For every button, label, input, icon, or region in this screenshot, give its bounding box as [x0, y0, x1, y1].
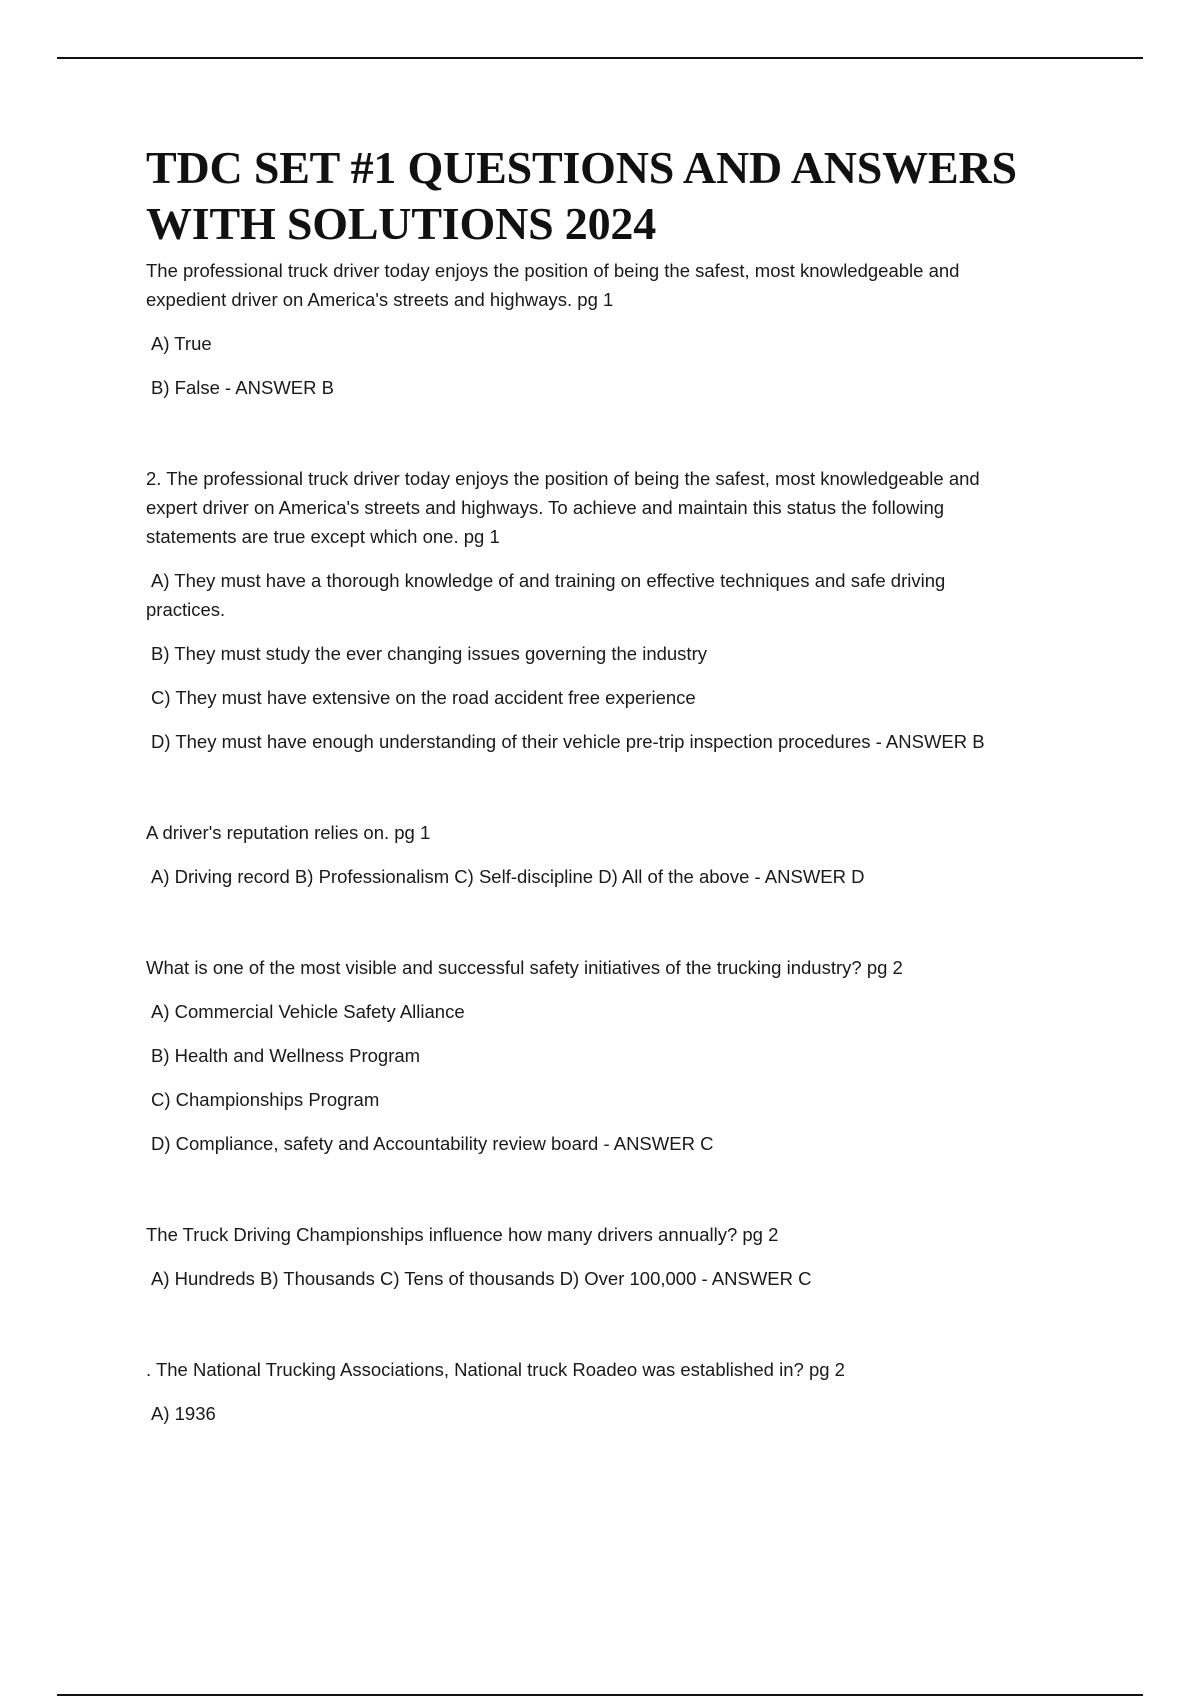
question-4 — [146, 953, 1086, 1158]
question-3-options: A) Driving record B) Professionalism C) Self-discipline D) All of the above - ANSWER D — [151, 866, 865, 887]
document-body — [146, 140, 1086, 1428]
question-6-option-a: A) 1936 — [151, 1403, 216, 1424]
question-3-text: A driver's reputation relies on. pg 1 — [146, 822, 431, 843]
question-5 — [146, 1220, 1086, 1293]
question-4-option-b: B) Health and Wellness Program — [151, 1045, 421, 1066]
question-4-text: What is one of the most visible and successful safety initiatives of the trucking industry? pg 2 — [146, 957, 903, 978]
question-1-line-1: The professional truck driver today enjoys the position of being the safest, most knowledgeable and — [146, 260, 960, 281]
question-2-option-d: D) They must have enough understanding of their vehicle pre-trip inspection procedures - ANSWER B — [151, 731, 985, 752]
question-1 — [146, 256, 1086, 402]
question-2-line-2: expert driver on America's streets and highways. To achieve and maintain this status the following — [146, 497, 945, 518]
question-2-option-a-line-1: A) They must have a thorough knowledge of and training on effective techniques and safe driving — [151, 570, 946, 591]
question-4-option-a: A) Commercial Vehicle Safety Alliance — [151, 1001, 465, 1022]
question-2 — [146, 464, 1086, 756]
question-2-option-b: B) They must study the ever changing issues governing the industry — [151, 643, 707, 664]
question-2-line-1: 2. The professional truck driver today enjoys the position of being the safest, most knowledgeable and — [146, 468, 980, 489]
question-6-text: . The National Trucking Associations, National truck Roadeo was established in? pg 2 — [146, 1359, 845, 1380]
title-line-2: WITH SOLUTIONS 2024 — [146, 198, 656, 249]
question-2-line-3: statements are true except which one. pg 1 — [146, 526, 500, 547]
question-1-option-a: A) True — [151, 333, 212, 354]
question-6 — [146, 1355, 1086, 1428]
question-2-option-c: C) They must have extensive on the road accident free experience — [151, 687, 696, 708]
question-5-options: A) Hundreds B) Thousands C) Tens of thousands D) Over 100,000 - ANSWER C — [151, 1268, 812, 1289]
bottom-rule — [57, 1694, 1143, 1696]
question-4-option-c: C) Championships Program — [151, 1089, 380, 1110]
question-2-text — [146, 464, 1086, 551]
document-title — [146, 140, 1086, 252]
top-rule — [57, 57, 1143, 59]
question-2-option-a — [146, 566, 1086, 595]
question-4-option-d: D) Compliance, safety and Accountability review board - ANSWER C — [151, 1133, 714, 1154]
question-1-text — [146, 256, 1086, 314]
question-1-option-b: B) False - ANSWER B — [151, 377, 334, 398]
title-line-1: TDC SET #1 QUESTIONS AND ANSWERS — [146, 142, 1017, 193]
question-3 — [146, 818, 1086, 891]
question-5-text: The Truck Driving Championships influence how many drivers annually? pg 2 — [146, 1224, 779, 1245]
question-1-line-2: expedient driver on America's streets and highways. pg 1 — [146, 289, 614, 310]
question-2-option-a-cont: practices. — [146, 599, 226, 620]
